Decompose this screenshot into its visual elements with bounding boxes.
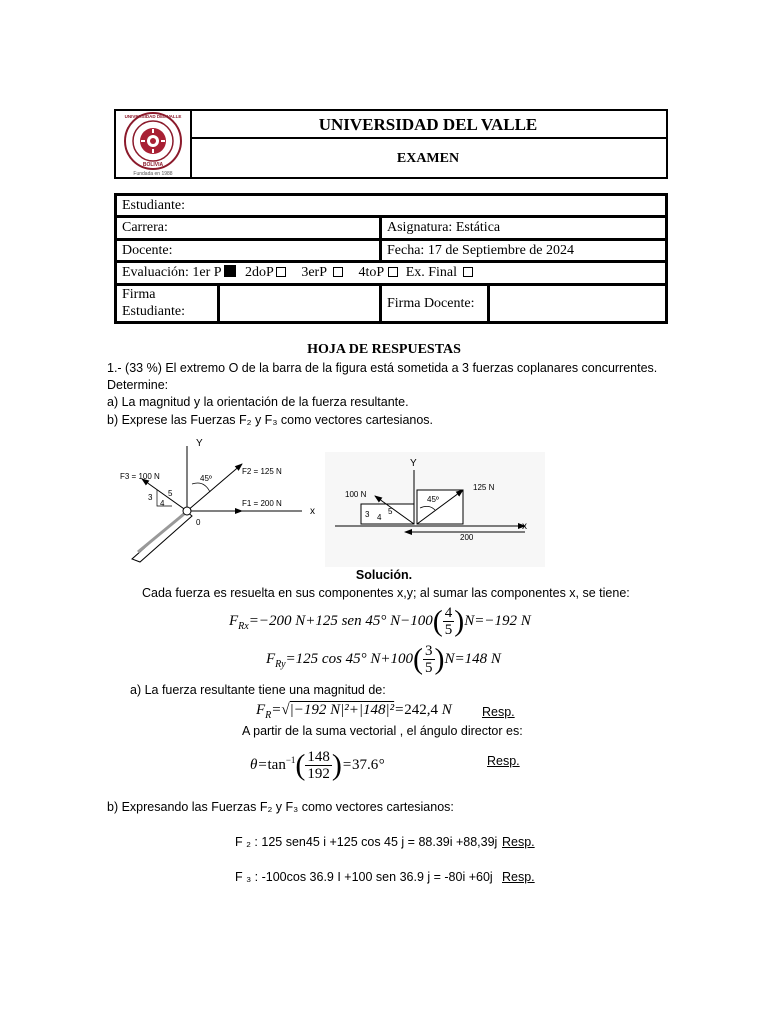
f2-cartesian: F ₂ : 125 sen45 i +125 cos 45 j = 88.39i +88,39j — [235, 835, 498, 849]
label-2dop: 2doP — [245, 265, 274, 280]
fig1-angle-label: 45º — [200, 474, 212, 483]
label-carrera: Carrera: — [122, 220, 168, 235]
label-evaluacion: Evaluación: 1er P — [122, 265, 222, 280]
fig1-f2-label: F2 = 125 N — [242, 467, 282, 476]
exam-title: EXAMEN — [396, 151, 460, 166]
question-1-determine: Determine: — [107, 378, 169, 392]
firma-estudiante-line2: Estudiante: — [122, 304, 185, 319]
label-4top: 4toP — [358, 265, 385, 280]
student-info-table — [114, 193, 668, 324]
resp-theta: Resp. — [487, 754, 520, 768]
checkbox-1erp[interactable] — [224, 265, 236, 277]
page-heading: HOJA DE RESPUESTAS — [307, 342, 461, 357]
checkbox-ex-final[interactable] — [463, 267, 473, 277]
fig1-t5: 5 — [168, 489, 173, 498]
force-diagram-2 — [325, 452, 545, 567]
equation-frx: $F_{Rx}=-200$ N+125 sen 45° N−100( $\frac{4}{5}$ )N=−192 N — [229, 604, 531, 639]
fr-unit: N — [441, 702, 452, 718]
fig1-y-label: Y — [196, 438, 203, 449]
fig2-f100-label: 100 N — [345, 490, 367, 499]
fig1-x-label: x — [310, 506, 315, 517]
resp-f3: Resp. — [502, 870, 535, 884]
logo-caption: Fundada en 1988 — [133, 171, 173, 177]
row-carrera — [117, 218, 665, 241]
checkbox-4top[interactable] — [388, 267, 398, 277]
fig2-f200-label: 200 — [460, 533, 474, 542]
f3-cartesian: F ₃ : -100cos 36.9 I +100 sen 36.9 j = -80i +60j — [235, 870, 493, 884]
question-1: 1.- (33 %) El extremo O de la barra de la figura está sometida a 3 fuerzas coplanares concurrentes. — [107, 361, 658, 375]
university-title: UNIVERSIDAD DEL VALLE — [190, 111, 666, 139]
checkbox-3erp[interactable] — [333, 267, 343, 277]
equation-theta: $\theta=\tan^{-1}$( $\frac{148}{192}$ )=37.6° — [250, 748, 385, 783]
university-logo — [116, 111, 190, 177]
fig2-angle-label: 45º — [427, 495, 439, 504]
row-evaluacion — [117, 263, 665, 286]
label-3erp: 3erP — [301, 265, 327, 280]
logo-ring-text: UNIVERSIDAD DEL VALLE — [124, 114, 182, 119]
fig2-t3: 3 — [365, 510, 370, 519]
row-firmas — [117, 286, 665, 321]
firma-estudiante-line1: Firma — [122, 287, 156, 302]
logo-bolivia-text: BOLIVIA — [142, 162, 164, 168]
part-a-intro: a) La fuerza resultante tiene una magnitud de: — [130, 683, 386, 697]
fig2-y-label: Y — [410, 458, 417, 469]
resp-f2: Resp. — [502, 835, 535, 849]
fig2-t4: 4 — [377, 513, 382, 522]
angle-intro: A partir de la suma vectorial , el ángulo director es: — [242, 724, 523, 738]
row-estudiante — [117, 196, 665, 218]
fig2-t5: 5 — [388, 507, 393, 516]
label-ex-final: Ex. Final — [405, 265, 458, 280]
checkbox-2dop[interactable] — [276, 267, 286, 277]
label-fecha: Fecha: 17 de Septiembre de 2024 — [387, 243, 575, 258]
label-firma-docente: Firma Docente: — [387, 296, 475, 311]
theta-value: 37.6 — [352, 757, 379, 773]
equation-fry: $F_{Ry}=125$ cos 45° N+100( $\frac{3}{5}$ )N=148 N — [266, 642, 501, 677]
label-estudiante: Estudiante: — [122, 198, 185, 213]
exam-header — [114, 109, 668, 179]
fig1-origin-label: 0 — [196, 518, 201, 527]
equation-fr: $F_R=√|-192$ N|²+|148|²=242,4 N — [256, 702, 452, 721]
fig1-t4: 4 — [160, 499, 165, 508]
row-docente — [117, 241, 665, 263]
resp-fr: Resp. — [482, 705, 515, 719]
fig1-f1-label: F1 = 200 N — [242, 499, 282, 508]
fig1-t3: 3 — [148, 493, 153, 502]
fr-value: 242,4 — [404, 702, 439, 718]
question-1-b: b) Exprese las Fuerzas F₂ y F₃ como vectores cartesianos. — [107, 413, 434, 427]
solution-intro: Cada fuerza es resuelta en sus componentes x,y; al sumar las componentes x, se tiene: — [142, 586, 630, 600]
label-asignatura: Asignatura: Estática — [387, 220, 501, 235]
label-docente: Docente: — [122, 243, 173, 258]
logo-cell — [116, 111, 192, 177]
solution-heading: Solución. — [355, 568, 413, 582]
part-b-intro: b) Expresando las Fuerzas F₂ y F₃ como vectores cartesianos: — [107, 800, 454, 814]
force-diagram-1 — [112, 434, 332, 564]
fig2-x-label: x — [522, 521, 527, 532]
fig2-f125-label: 125 N — [473, 483, 495, 492]
question-1-a: a) La magnitud y la orientación de la fuerza resultante. — [107, 395, 409, 409]
fig1-f3-label: F3 = 100 N — [120, 472, 160, 481]
label-firma-estudiante — [117, 286, 185, 321]
evaluacion-options — [117, 263, 473, 283]
